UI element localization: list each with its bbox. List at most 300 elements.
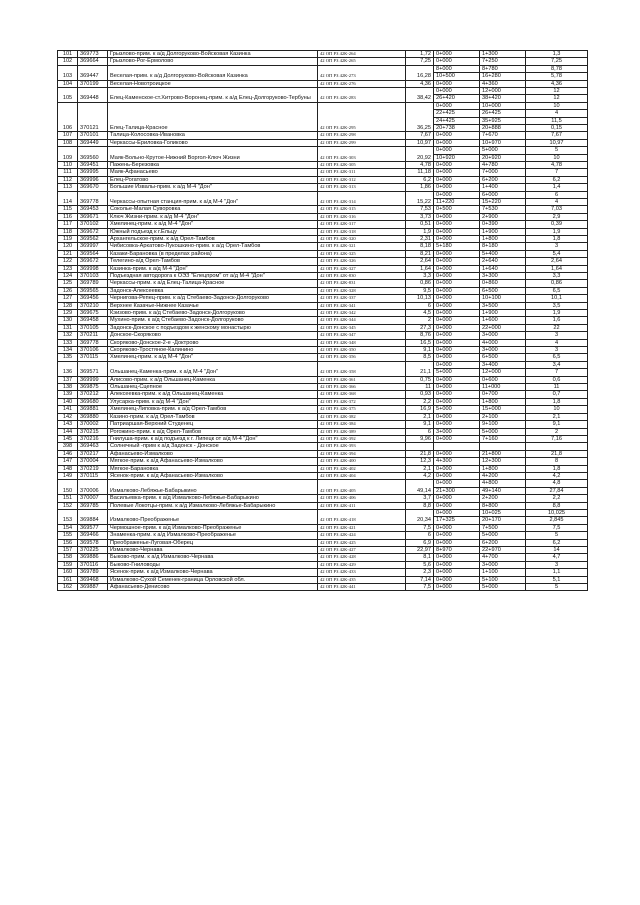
segment-length xyxy=(526,250,588,257)
road-length: 2,1 xyxy=(406,413,434,420)
segment-start xyxy=(434,176,480,183)
segment-end xyxy=(480,295,526,302)
segment-start xyxy=(434,184,480,191)
segment-length-value: 1,1 xyxy=(552,569,561,576)
segment-end xyxy=(480,221,526,228)
road-code: 369778 xyxy=(78,191,108,206)
segment-end-value: 8+800 xyxy=(482,502,498,509)
table-row xyxy=(58,80,588,87)
table-row xyxy=(58,532,588,539)
segment-start xyxy=(434,102,480,132)
segment-length xyxy=(526,480,588,495)
segment-start xyxy=(434,569,480,576)
segment-end-value: 5+000 xyxy=(482,147,498,154)
segment-end-value: 22+970 xyxy=(482,546,501,553)
segment-length-value: 10,025 xyxy=(547,509,566,516)
segment-end xyxy=(480,435,526,442)
row-number: 145 xyxy=(58,435,78,442)
row-number: 117 xyxy=(58,221,78,228)
segment-length-value: 4 xyxy=(526,109,587,116)
segment-start-value: 0+000 xyxy=(436,569,452,576)
road-length: 8,18 xyxy=(406,243,434,250)
segment-start-value: 8+000 xyxy=(436,65,452,72)
table-row xyxy=(58,250,588,257)
segment-length-value: 8,8 xyxy=(552,502,561,509)
segment-end-value: 22+000 xyxy=(482,324,501,331)
segment-end xyxy=(480,561,526,568)
segment-length-value: 2,9 xyxy=(552,213,561,220)
segment-end-value: 1+800 xyxy=(482,465,498,472)
segment-start-value: 0+000 xyxy=(436,51,452,58)
segment-end-value: 26+425 xyxy=(480,109,525,116)
segment-start xyxy=(434,295,480,302)
road-length: 9,1 xyxy=(406,421,434,428)
segment-length xyxy=(526,443,588,450)
segment-length-value: 5,1 xyxy=(552,576,561,583)
registration-number: 42 ОП РЗ 42К-265 xyxy=(318,58,406,65)
segment-end xyxy=(480,569,526,576)
segment-length-value: 4 xyxy=(554,339,559,346)
row-number: 101 xyxy=(58,51,78,58)
road-length: 21,8 xyxy=(406,450,434,457)
road-code: 370217 xyxy=(78,450,108,457)
segment-end xyxy=(480,51,526,58)
road-name: Алисово-прим. к а/д Ольшанец-Каменка xyxy=(108,376,318,383)
segment-end-value: 15+220 xyxy=(480,198,525,205)
segment-start-value: 0+000 xyxy=(436,384,452,391)
road-code: 370212 xyxy=(78,391,108,398)
segment-end xyxy=(480,465,526,472)
segment-start xyxy=(434,376,480,383)
segment-end-value: 10+000 xyxy=(482,102,501,109)
registration-number: 42 ОП РЗ 42К-435 xyxy=(318,576,406,583)
registration-number: 42 ОП РЗ 42К-328 xyxy=(318,287,406,294)
road-length: 10,13 xyxy=(406,295,434,302)
road-register-sheet xyxy=(57,50,587,591)
road-name: Елец-Каменское-ст.Хитрово-Воронец-прим. к а/д Елец-Долгоруково-Тербуны xyxy=(108,88,318,103)
table-row xyxy=(58,569,588,576)
segment-end xyxy=(480,176,526,183)
segment-length-value: 0,86 xyxy=(551,280,562,287)
segment-length-value: 8 xyxy=(554,458,559,465)
segment-length-value: 2,1 xyxy=(552,413,561,420)
segment-end xyxy=(480,243,526,250)
table-row xyxy=(58,509,588,524)
registration-number: 42 ОП РЗ 42К-368 xyxy=(318,391,406,398)
segment-end xyxy=(480,132,526,139)
segment-length-value: 8,78 xyxy=(551,65,562,72)
road-length: 8,76 xyxy=(406,332,434,339)
row-number: 109 xyxy=(58,147,78,162)
row-number: 104 xyxy=(58,80,78,87)
segment-length xyxy=(526,413,588,420)
segment-end-value xyxy=(480,443,525,449)
road-length: 1,64 xyxy=(406,265,434,272)
road-length: 2,2 xyxy=(406,398,434,405)
segment-end-value: 3+000 xyxy=(482,561,498,568)
table-row xyxy=(58,139,588,146)
row-number: 125 xyxy=(58,280,78,287)
segment-start-value: 0+000 xyxy=(436,213,452,220)
segment-end xyxy=(480,391,526,398)
segment-length-value: 7,5 xyxy=(552,524,561,531)
segment-start-value: 0+000 xyxy=(436,191,452,198)
segment-end-value: 1+600 xyxy=(482,317,498,324)
road-code: 369886 xyxy=(78,554,108,561)
road-length: 3,7 xyxy=(406,495,434,502)
road-code: 370219 xyxy=(78,465,108,472)
segment-length-value: 1,3 xyxy=(552,51,561,58)
segment-end-value: 16+280 xyxy=(480,72,525,79)
road-name: Патриаршая-Верхний Студенец xyxy=(108,421,318,428)
segment-end-value: 6+200 xyxy=(482,176,498,183)
segment-end xyxy=(480,332,526,339)
table-row xyxy=(58,243,588,250)
table-row xyxy=(58,354,588,361)
table-row xyxy=(58,191,588,206)
road-length: 8,1 xyxy=(406,554,434,561)
segment-start xyxy=(434,265,480,272)
segment-length xyxy=(526,554,588,561)
segment-start xyxy=(434,480,480,495)
row-number: 124 xyxy=(58,273,78,280)
registration-number: 42 ОП РЗ 42К-348 xyxy=(318,339,406,346)
road-code: 369451 xyxy=(78,161,108,168)
segment-length xyxy=(526,191,588,206)
road-length: 6 xyxy=(406,302,434,309)
segment-start xyxy=(434,280,480,287)
registration-number: 42 ОП РЗ 42К-411 xyxy=(318,502,406,509)
road-code: 370199 xyxy=(78,80,108,87)
registration-number: 42 ОП РЗ 42К-427 xyxy=(318,546,406,553)
registration-number: 42 ОП РЗ 42К-314 xyxy=(318,191,406,206)
road-code: 370211 xyxy=(78,332,108,339)
road-name: Рогожино-прим. к а/д Орел-Тамбов xyxy=(108,428,318,435)
road-code: 369456 xyxy=(78,295,108,302)
segment-start xyxy=(434,310,480,317)
segment-length-value: 4,8 xyxy=(552,480,561,487)
segment-length-value: 6,5 xyxy=(552,287,561,294)
segment-end xyxy=(480,273,526,280)
segment-start-value: 0+000 xyxy=(436,354,452,361)
registration-number: 42 ОП РЗ 42К-382 xyxy=(318,413,406,420)
road-code: 369672 xyxy=(78,258,108,265)
road-name: Кэизово-прим. к а/д Стебаево-Задонск-Долгоруково xyxy=(108,310,318,317)
segment-start xyxy=(434,88,480,103)
road-name: Полевые Локотцы-прим. к а/д Измалково-Лебяжье-Бабарыкино xyxy=(108,502,318,509)
row-number: 132 xyxy=(58,332,78,339)
segment-start xyxy=(434,139,480,146)
registration-number: 42 ОП РЗ 42К-295 xyxy=(318,102,406,132)
registration-number: 42 ОП РЗ 42К-320 xyxy=(318,235,406,242)
row-number: 160 xyxy=(58,569,78,576)
segment-length xyxy=(526,58,588,65)
row-number: 150 xyxy=(58,480,78,495)
row-number: 398 xyxy=(58,443,78,450)
segment-end-value: 3+400 xyxy=(482,361,498,368)
table-row xyxy=(58,384,588,391)
segment-start-value: 0+000 xyxy=(436,450,452,457)
road-code: 369468 xyxy=(78,576,108,583)
road-length: 4,2 xyxy=(406,472,434,479)
segment-length-value: 12 xyxy=(526,94,587,101)
segment-length-value: 2 xyxy=(554,428,559,435)
segment-start-value xyxy=(434,443,479,449)
segment-length xyxy=(526,132,588,139)
registration-number: 42 ОП РЗ 42К-425 xyxy=(318,539,406,546)
road-length: 16,9 xyxy=(406,406,434,413)
road-code: 369670 xyxy=(78,184,108,191)
registration-number: 42 ОП РЗ 42К-312 xyxy=(318,176,406,183)
segment-length-value: 0,7 xyxy=(552,391,561,398)
segment-end-value: 10+970 xyxy=(482,139,501,146)
segment-length xyxy=(526,213,588,220)
segment-start xyxy=(434,58,480,65)
segment-length-value: 7,03 xyxy=(551,206,562,213)
segment-length-value: 1,8 xyxy=(552,235,561,242)
registration-number: 42 ОП РЗ 42К-298 xyxy=(318,132,406,139)
road-code: 370116 xyxy=(78,561,108,568)
segment-length-value: 10 xyxy=(553,406,560,413)
road-code: 369565 xyxy=(78,287,108,294)
row-number: 130 xyxy=(58,317,78,324)
road-code: 370103 xyxy=(78,273,108,280)
segment-start xyxy=(434,169,480,176)
segment-length xyxy=(526,295,588,302)
segment-end xyxy=(480,191,526,206)
segment-end-value: 49+140 xyxy=(480,487,525,494)
segment-length-value: 4,2 xyxy=(552,472,561,479)
road-length: 49,14 xyxy=(406,480,434,495)
row-number: 128 xyxy=(58,302,78,309)
road-length: 5,6 xyxy=(406,561,434,568)
segment-length xyxy=(526,354,588,361)
road-length: 9,5 xyxy=(406,287,434,294)
row-number: 146 xyxy=(58,450,78,457)
segment-start-value: 0+000 xyxy=(436,398,452,405)
segment-end-value: 3+500 xyxy=(482,302,498,309)
segment-start-value: 0+000 xyxy=(436,480,452,487)
table-row xyxy=(58,421,588,428)
registration-number: 42 ОП РЗ 42К-326 xyxy=(318,258,406,265)
segment-end-value: 2+900 xyxy=(482,213,498,220)
segment-end xyxy=(480,65,526,80)
table-row xyxy=(58,443,588,450)
segment-start xyxy=(434,406,480,413)
segment-start-value: 0+000 xyxy=(436,228,452,235)
segment-start xyxy=(434,391,480,398)
table-row xyxy=(58,465,588,472)
segment-end-value: 2+640 xyxy=(482,258,498,265)
segment-length xyxy=(526,524,588,531)
segment-end xyxy=(480,324,526,331)
segment-length xyxy=(526,384,588,391)
segment-start xyxy=(434,554,480,561)
segment-start-value: 0+000 xyxy=(436,295,452,302)
road-code: 369466 xyxy=(78,532,108,539)
segment-start xyxy=(434,80,480,87)
segment-end-value: 5+000 xyxy=(482,428,498,435)
segment-start-value: 0+000 xyxy=(436,361,452,368)
row-number: 162 xyxy=(58,583,78,590)
road-name: Измалково-Преображенье xyxy=(108,509,318,524)
segment-length xyxy=(526,539,588,546)
table-row xyxy=(58,161,588,168)
segment-start-value: 0+000 xyxy=(436,324,452,331)
segment-end-value: 2+100 xyxy=(482,413,498,420)
road-code: 369664 xyxy=(78,58,108,65)
registration-number: 42 ОП РЗ 42К-311 xyxy=(318,169,406,176)
table-row xyxy=(58,88,588,103)
table-row xyxy=(58,51,588,58)
table-row xyxy=(58,332,588,339)
segment-end xyxy=(480,250,526,257)
segment-length-value: 3,3 xyxy=(552,273,561,280)
table-row xyxy=(58,458,588,465)
segment-start xyxy=(434,273,480,280)
segment-start-value: 0+000 xyxy=(436,347,452,354)
segment-length-value: 3 xyxy=(554,347,559,354)
road-length xyxy=(406,443,434,450)
segment-end-value: 7+250 xyxy=(482,58,498,65)
segment-start xyxy=(434,213,480,220)
road-length: 9,96 xyxy=(406,435,434,442)
segment-length xyxy=(526,80,588,87)
table-row xyxy=(58,546,588,553)
segment-start-value: 0+000 xyxy=(436,465,452,472)
row-number: 114 xyxy=(58,191,78,206)
row-number: 138 xyxy=(58,384,78,391)
road-length: 2,1 xyxy=(406,465,434,472)
segment-length-value: 10 xyxy=(553,102,560,109)
road-code: 369773 xyxy=(78,51,108,58)
road-name: Веселая-прим. к а/д Долгоруково-Войсковая Казинка xyxy=(108,65,318,80)
segment-start-value: 10+920 xyxy=(434,154,479,161)
segment-end-value: 20+888 xyxy=(480,124,525,131)
segment-length-value: 5 xyxy=(554,532,559,539)
road-name: Казаки-Барановка (в пределах района) xyxy=(108,250,318,257)
road-name: Хмелинец-прим. к а/д М-4 "Дон" xyxy=(108,221,318,228)
segment-start-value: 0+000 xyxy=(436,184,452,191)
segment-length xyxy=(526,184,588,191)
registration-number: 42 ОП РЗ 42К-342 xyxy=(318,310,406,317)
road-code: 370115 xyxy=(78,354,108,361)
segment-length-value: 11,5 xyxy=(526,117,587,124)
segment-start-value: 21+300 xyxy=(434,487,479,494)
segment-length-value: 7,67 xyxy=(551,132,562,139)
segment-length xyxy=(526,347,588,354)
table-row xyxy=(58,435,588,442)
segment-end xyxy=(480,361,526,376)
segment-end-value: 15+000 xyxy=(482,406,501,413)
table-row xyxy=(58,524,588,531)
road-name: Пажень-Березовка xyxy=(108,161,318,168)
segment-start-value: 0+000 xyxy=(436,265,452,272)
road-length: 7,14 xyxy=(406,576,434,583)
segment-length xyxy=(526,169,588,176)
segment-start xyxy=(434,51,480,58)
road-name: Донское-Скоряково xyxy=(108,332,318,339)
segment-end-value: 7+500 xyxy=(482,524,498,531)
segment-start xyxy=(434,147,480,162)
segment-end xyxy=(480,509,526,524)
segment-end xyxy=(480,213,526,220)
segment-length xyxy=(526,569,588,576)
segment-start xyxy=(434,583,480,590)
table-row xyxy=(58,324,588,331)
table-row xyxy=(58,302,588,309)
road-code: 369999 xyxy=(78,376,108,383)
segment-length-value: 5 xyxy=(554,583,559,590)
road-name: Грызлово-прим. к а/д Долгоруково-Войсковая Казинка xyxy=(108,51,318,58)
segment-end-value: 1+640 xyxy=(482,265,498,272)
segment-start-value: 0+000 xyxy=(436,139,452,146)
road-code: 369453 xyxy=(78,206,108,213)
segment-start-value: 0+000 xyxy=(436,539,452,546)
table-row xyxy=(58,561,588,568)
road-code: 369463 xyxy=(78,443,108,450)
registration-number: 42 ОП РЗ 42К-350 xyxy=(318,347,406,354)
segment-start xyxy=(434,191,480,206)
road-name: Ольшанец-Сцепное xyxy=(108,384,318,391)
road-code: 369789 xyxy=(78,280,108,287)
road-length: 38,42 xyxy=(406,88,434,103)
road-length: 6 xyxy=(406,428,434,435)
road-length: 21,1 xyxy=(406,361,434,376)
segment-end-value: 4+000 xyxy=(482,339,498,346)
road-code: 369672 xyxy=(78,228,108,235)
registration-number: 42 ОП РЗ 42К-315 xyxy=(318,206,406,213)
registration-number: 42 ОП РЗ 42К-400 xyxy=(318,458,406,465)
segment-start xyxy=(434,65,480,80)
road-length: 8,5 xyxy=(406,354,434,361)
segment-end xyxy=(480,450,526,457)
segment-end-value: 4+360 xyxy=(482,80,498,87)
segment-length-value: 4 xyxy=(526,198,587,205)
segment-start xyxy=(434,161,480,168)
row-number: 147 xyxy=(58,458,78,465)
road-length: 7,53 xyxy=(406,206,434,213)
segment-end-value: 10+025 xyxy=(482,509,501,516)
row-number: 126 xyxy=(58,287,78,294)
road-length: 20,92 xyxy=(406,147,434,162)
segment-start-value: 0+000 xyxy=(436,524,452,531)
segment-end-value: 0+600 xyxy=(482,376,498,383)
segment-end xyxy=(480,384,526,391)
road-code: 369995 xyxy=(78,169,108,176)
segment-end-value: 35+925 xyxy=(480,117,525,124)
segment-start-value: 5+180 xyxy=(436,243,452,250)
row-number: 113 xyxy=(58,184,78,191)
segment-start-value: 0+000 xyxy=(436,235,452,242)
road-code: 369880 xyxy=(78,413,108,420)
road-name: Задонск-Алексеевка xyxy=(108,287,318,294)
segment-length xyxy=(526,302,588,309)
road-code: 369884 xyxy=(78,509,108,524)
segment-end-value: 0+700 xyxy=(482,391,498,398)
road-name: Скоряково-Тростяное-Калинино xyxy=(108,347,318,354)
table-row xyxy=(58,273,588,280)
table-row xyxy=(58,361,588,376)
road-name: Казино-прим. к а/д Орел-Тамбов xyxy=(108,413,318,420)
segment-length-value: 9,1 xyxy=(552,421,561,428)
road-name: Ясенок-прим. к а/д Афанасьево-Измалково xyxy=(108,472,318,479)
road-code: 370121 xyxy=(78,102,108,132)
segment-length xyxy=(526,450,588,457)
row-number: 143 xyxy=(58,421,78,428)
segment-length xyxy=(526,332,588,339)
table-row xyxy=(58,317,588,324)
